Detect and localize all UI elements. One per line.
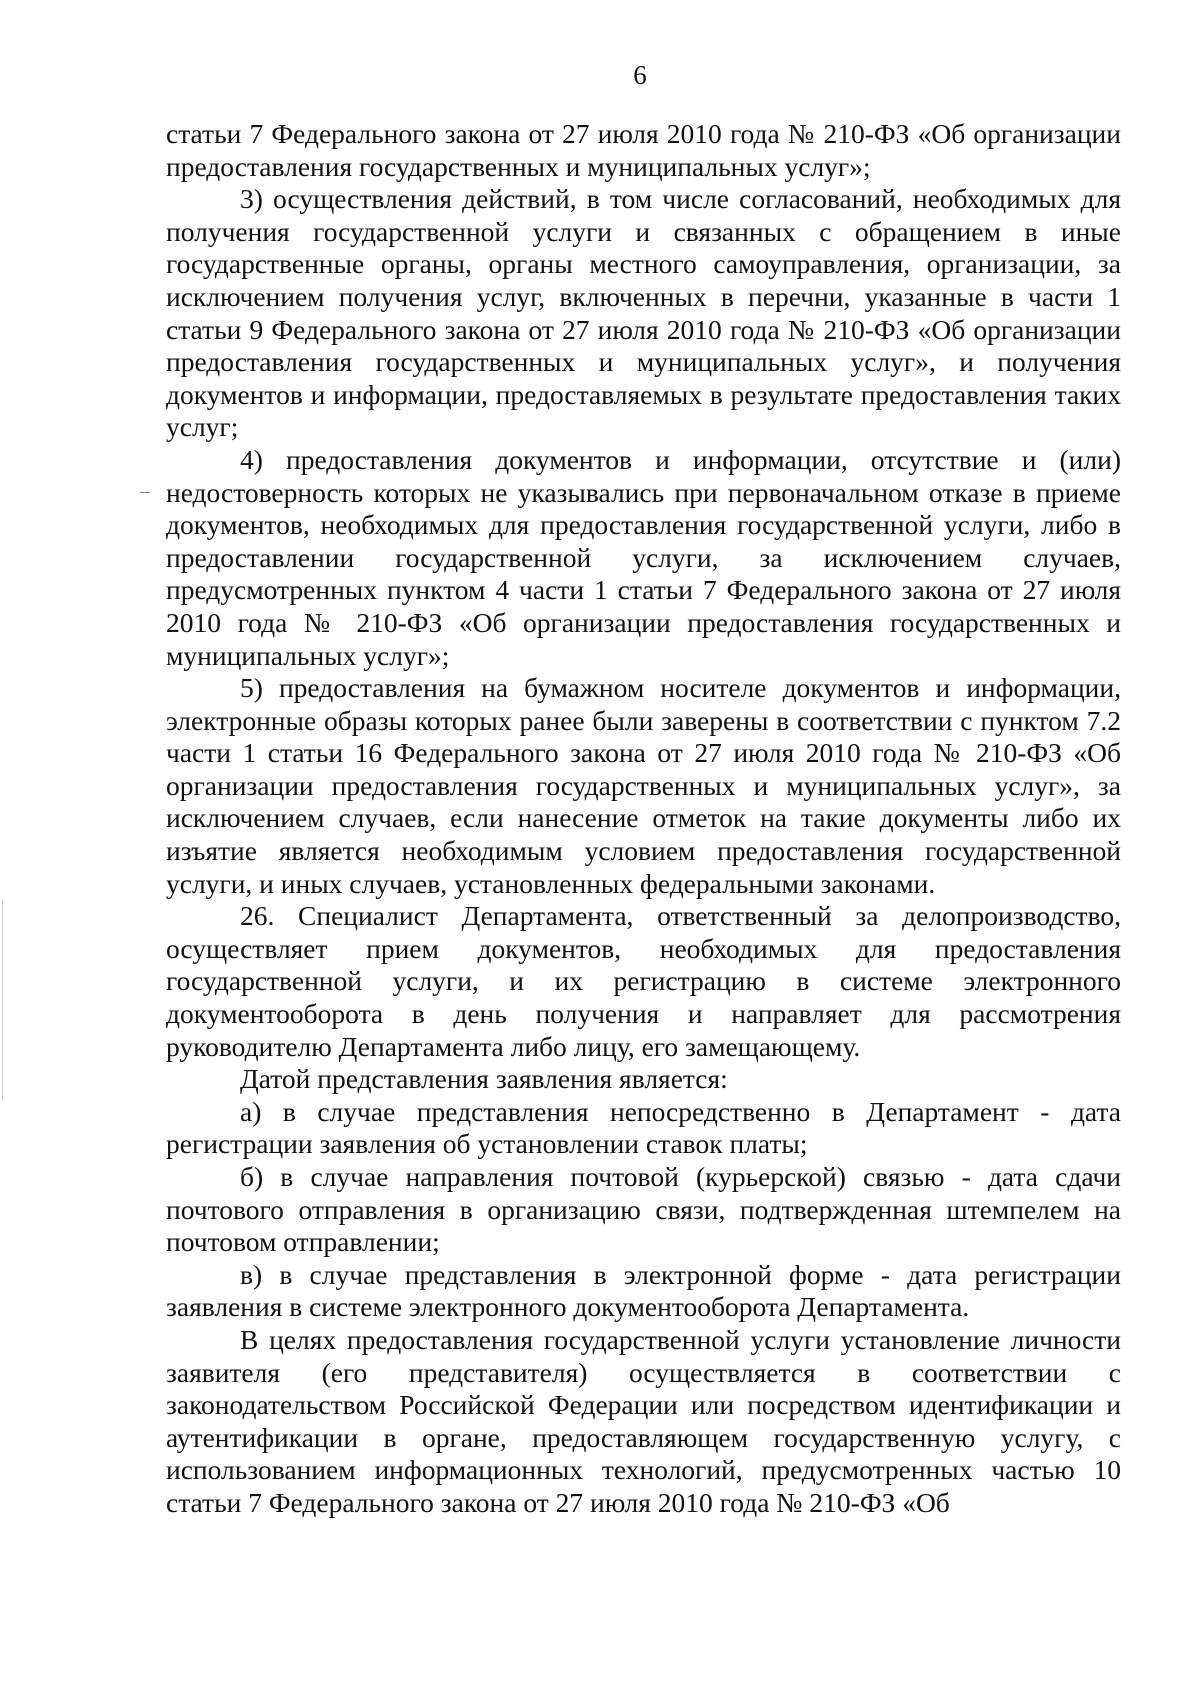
paragraph-item-5: 5) предоставления на бумажном носителе документов и информации, электронные образы которых ранее были заверены в соответствии с пунктом 7.2 части 1 статьи 16 Федерального закона от 27 июля 2010 года № 210-ФЗ «Об организации предоставления государственных и муниципальных услуг», за исключением случаев, если нанесение отметок на такие документы либо их изъятие является необходимым условием предоставления государственной услуги, и иных случаев, установленных федеральными законами. — [166, 672, 1121, 899]
paragraph-item-a: а) в случае представления непосредственно в Департамент - дата регистрации заявления об установлении ставок платы; — [166, 1095, 1121, 1160]
paragraph-item-b: б) в случае направления почтовой (курьерской) связью - дата сдачи почтового отправления в организацию связи, подтвержденная штемпелем на почтовом отправлении; — [166, 1161, 1121, 1258]
paragraph-submission-date: Датой представления заявления является: — [240, 1063, 728, 1095]
page-number: 6 — [633, 60, 647, 90]
document-body — [166, 118, 1121, 1520]
paragraph-section-26: 26. Специалист Департамента, ответственный за делопроизводство, осуществляет прием документов, необходимых для предоставления государственной услуги, и их регистрацию в системе электронного документооборота в день получения и направляет для рассмотрения руководителю Департамента либо лицу, его замещающему. — [166, 900, 1121, 1062]
paragraph-item-4: 4) предоставления документов и информации, отсутствие и (или) недостоверность которых не указывались при первоначальном отказе в приеме документов, необходимых для предоставления государственной услуги, либо в предоставлении государственной услуги, за исключением случаев, предусмотренных пунктом 4 части 1 статьи 7 Федерального закона от 27 июля 2010 года № 210-ФЗ «Об организации предоставления государственных и муниципальных услуг»; — [166, 443, 1121, 671]
paragraph-item-3: 3) осуществления действий, в том числе согласований, необходимых для получения государственной услуги и связанных с обращением в иные государственные органы, органы местного самоуправления, организации, за исключением получения услуг, включенных в перечни, указанные в части 1 статьи 9 Федерального закона от 27 июля 2010 года № 210-ФЗ «Об организации предоставления государственных и муниципальных услуг», и получения документов и информации, предоставляемых в результате предоставления таких услуг; — [166, 183, 1121, 443]
paragraph-item-v: в) в случае представления в электронной форме - дата регистрации заявления в системе электронного документооборота Департамента. — [166, 1258, 1121, 1323]
paragraph-continuation: статьи 7 Федерального закона от 27 июля 2010 года № 210-ФЗ «Об организации предоставления государственных и муниципальных услуг»; — [166, 118, 1121, 182]
scan-artifact-edge — [2, 900, 3, 1100]
scan-artifact-mark — [140, 492, 150, 493]
paragraph-identity-verification: В целях предоставления государственной услуги установление личности заявителя (его представителя) осуществляется в соответствии с законодательством Российской Федерации или посредством идентификации и аутентификации в органе, предоставляющем государственную услугу, с использованием информационных технологий, предусмотренных частью 10 статьи 7 Федерального закона от 27 июля 2010 года № 210-ФЗ «Об — [166, 1323, 1121, 1518]
